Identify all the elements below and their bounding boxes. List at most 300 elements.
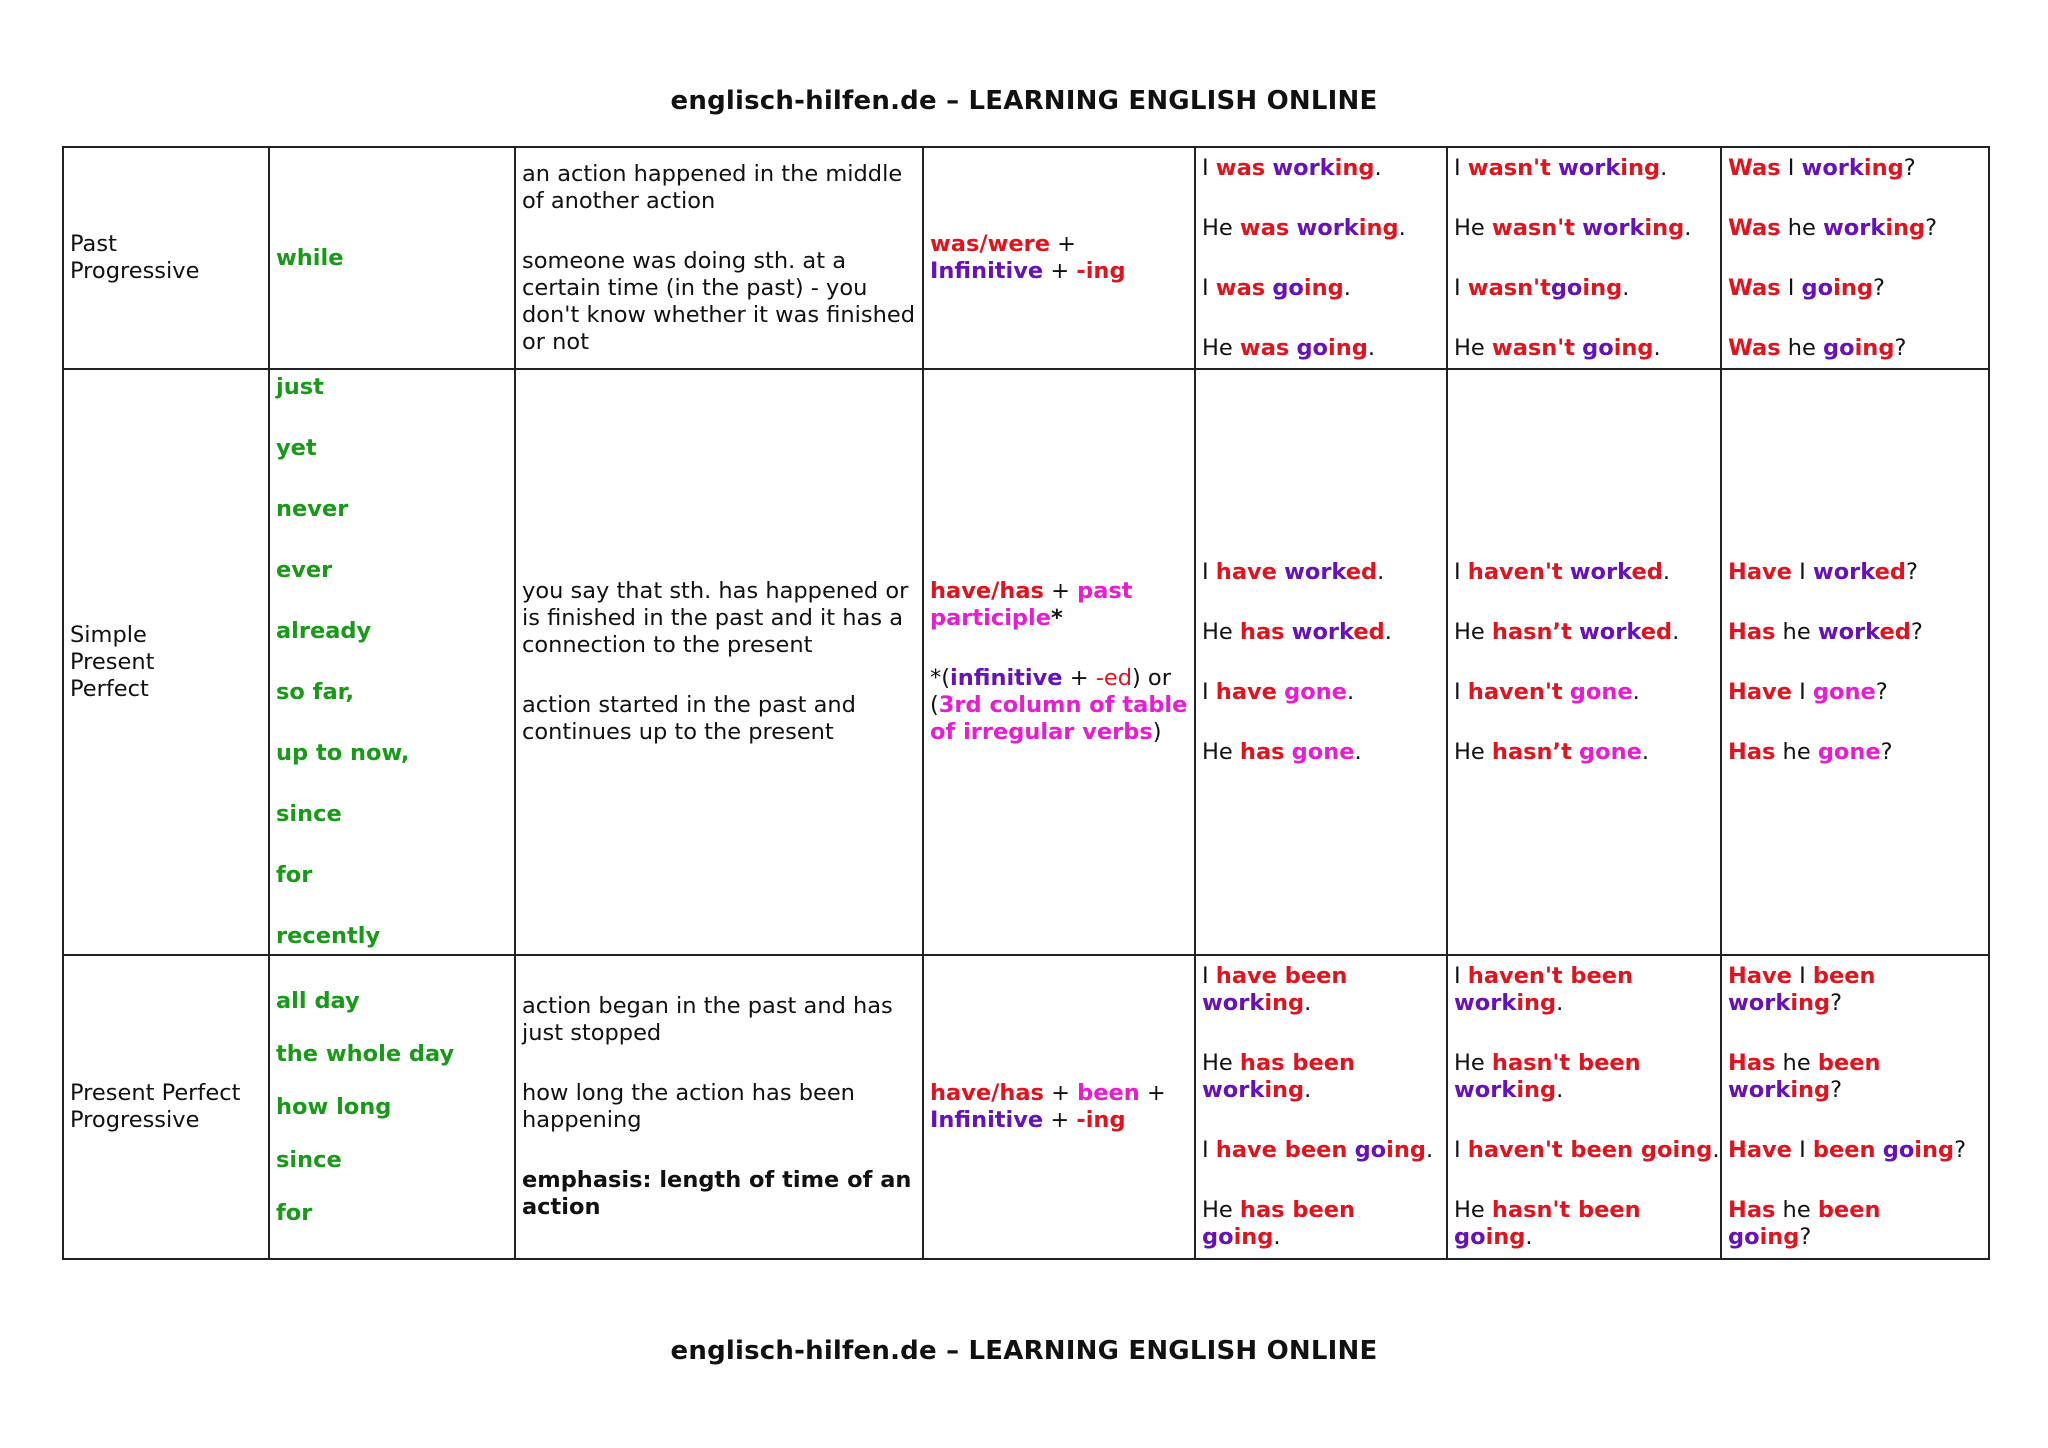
example-line xyxy=(1454,619,1714,646)
example-fragment: He xyxy=(1454,1197,1492,1223)
example-line xyxy=(1454,559,1714,586)
example-line xyxy=(1728,739,1982,766)
example-fragment: ? xyxy=(1875,678,1888,705)
example-fragment: ing xyxy=(1759,1224,1800,1250)
example-fragment: He xyxy=(1202,738,1240,765)
tense-name-line: Past xyxy=(70,231,117,257)
question-example xyxy=(1728,679,1982,706)
form-line xyxy=(930,665,1188,692)
example-line xyxy=(1728,1197,1982,1224)
example-fragment: . xyxy=(1304,990,1312,1016)
usage-paragraph xyxy=(522,161,916,215)
question-examples-cell xyxy=(1721,955,1989,1259)
form-cell xyxy=(923,147,1195,369)
example-fragment: ? xyxy=(1830,1077,1843,1103)
example-fragment: been xyxy=(1812,963,1876,989)
example-fragment: Was xyxy=(1728,154,1781,181)
form-fragment: -ing xyxy=(1076,1107,1126,1133)
question-example xyxy=(1728,619,1982,646)
example-line xyxy=(1202,619,1440,646)
example-fragment: has been xyxy=(1239,1197,1355,1223)
form-fragment: been xyxy=(1077,1080,1140,1106)
form-line xyxy=(930,692,1188,719)
example-fragment: . xyxy=(1398,214,1406,241)
example-line xyxy=(1728,1050,1982,1077)
positive-example xyxy=(1202,1197,1440,1251)
example-fragment: have xyxy=(1215,558,1277,585)
tense-row-present-perfect-progressive xyxy=(63,955,1989,1259)
usage-line: of another action xyxy=(522,187,716,214)
example-fragment: work xyxy=(1579,618,1641,645)
tense-name-cell xyxy=(63,369,269,955)
example-line xyxy=(1202,1224,1440,1251)
example-fragment: He xyxy=(1454,214,1492,241)
example-line xyxy=(1728,335,1982,362)
example-fragment: work xyxy=(1272,154,1335,181)
example-fragment: I xyxy=(1202,274,1216,301)
example-fragment: was xyxy=(1239,334,1290,361)
usage-line: someone was doing sth. at a xyxy=(522,247,846,274)
example-fragment: he xyxy=(1775,618,1818,645)
example-fragment: wasn't xyxy=(1491,334,1575,361)
example-fragment: He xyxy=(1202,1197,1240,1223)
example-line xyxy=(1728,155,1982,182)
negative-example xyxy=(1454,1197,1714,1251)
question-example xyxy=(1728,1050,1982,1104)
usage-line: an action happened in the middle xyxy=(522,160,903,187)
example-fragment: . xyxy=(1273,1224,1281,1250)
example-fragment: . xyxy=(1622,274,1630,301)
example-fragment: ed xyxy=(1879,618,1911,645)
positive-example xyxy=(1202,215,1440,242)
example-fragment: been xyxy=(1817,1050,1881,1076)
example-fragment: gone xyxy=(1284,678,1347,705)
example-fragment: gone xyxy=(1569,678,1633,705)
example-fragment: go xyxy=(1882,1137,1915,1163)
example-fragment: ed xyxy=(1353,618,1385,645)
example-fragment: Was xyxy=(1728,274,1781,301)
form-fragment: 3rd column of table xyxy=(938,692,1188,718)
signal-word: up to now, xyxy=(276,740,410,766)
page-footer-title: englisch-hilfen.de – LEARNING ENGLISH ONLINE xyxy=(670,1336,1378,1366)
form-fragment: + xyxy=(1043,1107,1077,1133)
example-line xyxy=(1728,679,1982,706)
example-line xyxy=(1728,990,1982,1017)
example-fragment: ? xyxy=(1894,334,1907,361)
example-fragment: hasn’t xyxy=(1491,738,1572,765)
example-fragment: Have xyxy=(1728,963,1792,989)
example-fragment: gone xyxy=(1579,738,1642,765)
example-fragment: work xyxy=(1582,214,1645,241)
example-fragment: Has xyxy=(1728,738,1776,765)
usage-line: just stopped xyxy=(522,1020,662,1046)
signal-word: already xyxy=(276,618,372,644)
example-fragment: go xyxy=(1354,1137,1387,1163)
usage-line: or not xyxy=(522,328,590,355)
usage-paragraph xyxy=(522,1080,916,1134)
form-fragment: + xyxy=(1139,1080,1166,1106)
form-fragment: have/has xyxy=(930,1080,1044,1106)
example-fragment: has xyxy=(1239,618,1285,645)
form-fragment: ) or xyxy=(1132,665,1171,691)
usage-cell xyxy=(515,369,923,955)
form-fragment: + xyxy=(1043,578,1078,604)
example-fragment: I xyxy=(1454,678,1468,705)
example-line xyxy=(1728,619,1982,646)
example-fragment: I xyxy=(1791,678,1813,705)
example-fragment: . xyxy=(1367,334,1376,361)
example-fragment: I xyxy=(1202,154,1216,181)
example-line xyxy=(1202,1197,1440,1224)
example-fragment: . xyxy=(1632,678,1640,705)
question-example xyxy=(1728,275,1982,302)
usage-line: action began in the past and has xyxy=(522,993,893,1019)
example-fragment: work xyxy=(1202,990,1265,1016)
example-fragment: I xyxy=(1454,963,1468,989)
usage-line: happening xyxy=(522,1107,642,1133)
example-fragment: ? xyxy=(1954,1137,1967,1163)
example-fragment: work xyxy=(1823,214,1886,241)
form-fragment: Infinitive xyxy=(930,1107,1044,1133)
positive-example xyxy=(1202,559,1440,586)
example-line xyxy=(1202,739,1440,766)
example-fragment: ing xyxy=(1516,990,1557,1016)
example-fragment: ing xyxy=(1790,990,1831,1016)
form-fragment: Infinitive xyxy=(930,258,1044,284)
negative-example xyxy=(1454,275,1714,302)
usage-line: don't know whether it was finished xyxy=(522,301,915,328)
usage-line: emphasis: length of time of an xyxy=(522,1167,912,1193)
signal-word: ever xyxy=(276,557,333,583)
positive-examples-cell xyxy=(1195,955,1447,1259)
example-fragment: I xyxy=(1454,558,1468,585)
example-line xyxy=(1454,1224,1714,1251)
example-line xyxy=(1202,215,1440,242)
signal-word: all day xyxy=(276,987,360,1014)
example-fragment: ? xyxy=(1830,990,1843,1016)
form-line xyxy=(930,1107,1188,1134)
example-line xyxy=(1202,1050,1440,1077)
positive-examples-cell xyxy=(1195,369,1447,955)
usage-cell xyxy=(515,955,923,1259)
example-fragment: Has xyxy=(1728,618,1776,645)
negative-example xyxy=(1454,155,1714,182)
form-line xyxy=(930,231,1188,258)
example-fragment: He xyxy=(1202,1050,1240,1076)
example-line xyxy=(1454,679,1714,706)
question-example xyxy=(1728,215,1982,242)
example-fragment: Was xyxy=(1728,334,1781,361)
signal-word: since xyxy=(276,801,342,827)
example-fragment: . xyxy=(1684,214,1692,241)
question-examples-cell xyxy=(1721,147,1989,369)
example-fragment xyxy=(1563,559,1570,585)
example-fragment xyxy=(1876,1137,1883,1163)
form-fragment: * xyxy=(1050,605,1063,631)
example-fragment: have xyxy=(1215,678,1277,705)
example-fragment: work xyxy=(1291,618,1354,645)
example-fragment: Has xyxy=(1728,1197,1776,1223)
tense-row-past-progressive xyxy=(63,147,1989,369)
example-fragment: go xyxy=(1454,1224,1486,1250)
example-fragment xyxy=(1285,619,1292,645)
example-fragment: ing xyxy=(1233,1224,1274,1250)
example-fragment: work xyxy=(1557,154,1621,181)
example-line xyxy=(1454,335,1714,362)
example-fragment: ing xyxy=(1644,214,1685,241)
example-fragment: gone xyxy=(1812,678,1876,705)
question-example xyxy=(1728,739,1982,766)
example-fragment: ing xyxy=(1863,154,1904,181)
form-fragment: ( xyxy=(930,692,939,718)
example-fragment: . xyxy=(1343,274,1351,301)
form-fragment: infinitive xyxy=(950,665,1063,691)
example-fragment: go xyxy=(1582,334,1614,361)
question-example xyxy=(1728,335,1982,362)
example-fragment: ing xyxy=(1833,274,1873,301)
example-fragment: work xyxy=(1454,1077,1517,1103)
example-fragment: Have xyxy=(1728,678,1792,705)
negative-example xyxy=(1454,963,1714,1017)
example-fragment: go xyxy=(1202,1224,1234,1250)
usage-cell xyxy=(515,147,923,369)
example-fragment: ? xyxy=(1910,618,1923,645)
example-fragment: haven't xyxy=(1467,558,1563,585)
example-fragment: work xyxy=(1728,1077,1791,1103)
signal-words-cell xyxy=(269,147,515,369)
example-fragment: have been xyxy=(1215,963,1348,989)
usage-line: connection to the present xyxy=(522,632,813,658)
example-fragment: . xyxy=(1662,558,1670,585)
example-fragment: work xyxy=(1284,558,1346,585)
example-fragment: ing xyxy=(1885,214,1926,241)
example-fragment: go xyxy=(1823,334,1855,361)
example-fragment: He xyxy=(1202,334,1240,361)
example-fragment: gone xyxy=(1291,738,1355,765)
example-fragment: ing xyxy=(1334,154,1375,181)
example-fragment: ? xyxy=(1903,154,1916,181)
negative-example xyxy=(1454,215,1714,242)
example-line xyxy=(1202,1077,1440,1104)
example-fragment: He xyxy=(1202,618,1240,645)
usage-line: action started in the past and xyxy=(522,692,856,718)
signal-word: so far, xyxy=(276,679,354,705)
signal-words-cell xyxy=(269,369,515,955)
example-fragment: . xyxy=(1384,618,1392,645)
example-fragment: . xyxy=(1556,1077,1564,1103)
example-fragment: haven't been going xyxy=(1467,1137,1713,1163)
negative-example xyxy=(1454,559,1714,586)
positive-example xyxy=(1202,1137,1440,1164)
example-fragment: go xyxy=(1728,1224,1760,1250)
example-fragment: ed xyxy=(1640,618,1673,645)
example-fragment: ing xyxy=(1914,1137,1955,1163)
example-fragment xyxy=(1347,1137,1354,1163)
negative-example xyxy=(1454,679,1714,706)
example-fragment: . xyxy=(1374,154,1382,181)
signal-word: never xyxy=(276,496,349,522)
tense-name-line: Perfect xyxy=(70,675,149,702)
positive-example xyxy=(1202,335,1440,362)
example-fragment: ing xyxy=(1358,214,1399,241)
example-fragment: he xyxy=(1775,1050,1818,1076)
example-fragment: I xyxy=(1780,154,1802,181)
form-fragment: have/has xyxy=(930,578,1044,604)
usage-paragraph xyxy=(522,1167,916,1221)
usage-paragraph xyxy=(522,692,916,746)
example-fragment: work xyxy=(1569,558,1632,585)
example-line xyxy=(1454,739,1714,766)
example-fragment: He xyxy=(1454,334,1492,361)
example-fragment: go xyxy=(1296,334,1329,361)
page-title: englisch-hilfen.de – LEARNING ENGLISH ONLINE xyxy=(670,86,1378,116)
form-fragment: *( xyxy=(930,665,951,691)
example-fragment: I xyxy=(1202,678,1216,705)
tense-name-cell xyxy=(63,955,269,1259)
form-fragment: participle xyxy=(930,605,1051,631)
example-fragment: has xyxy=(1239,738,1285,765)
example-fragment: ? xyxy=(1925,214,1938,241)
question-example xyxy=(1728,1137,1982,1164)
example-line xyxy=(1728,215,1982,242)
example-line xyxy=(1454,1050,1714,1077)
example-fragment: wasn't xyxy=(1467,154,1551,181)
example-fragment: ing xyxy=(1516,1077,1557,1103)
example-fragment: ing xyxy=(1303,274,1344,301)
negative-example xyxy=(1454,619,1714,646)
example-fragment: he xyxy=(1775,1197,1818,1223)
signal-words-cell xyxy=(269,955,515,1259)
form-fragment: + xyxy=(1049,231,1076,257)
tense-name-line: Simple xyxy=(70,621,147,648)
signal-word: for xyxy=(276,1199,313,1226)
example-fragment: hasn’t xyxy=(1491,618,1572,645)
question-example xyxy=(1728,155,1982,182)
signal-word: for xyxy=(276,862,313,888)
example-fragment: ? xyxy=(1799,1224,1812,1250)
example-fragment: wasn't xyxy=(1491,214,1575,241)
example-fragment: ing xyxy=(1613,334,1654,361)
example-fragment: work xyxy=(1801,154,1864,181)
tense-row-simple-present-perfect xyxy=(63,369,1989,955)
form-fragment: + xyxy=(1043,258,1077,284)
example-fragment: haven't been xyxy=(1467,963,1634,989)
positive-example xyxy=(1202,619,1440,646)
example-fragment: ing xyxy=(1485,1224,1526,1250)
signal-word: the whole day xyxy=(276,1040,455,1067)
usage-paragraph xyxy=(522,993,916,1047)
example-fragment: Was xyxy=(1728,214,1781,241)
form-line xyxy=(930,1080,1188,1107)
form-line xyxy=(930,605,1188,632)
example-fragment: haven't xyxy=(1467,678,1563,705)
example-fragment xyxy=(1551,155,1558,181)
example-fragment: work xyxy=(1817,618,1880,645)
form-fragment: was/were xyxy=(930,231,1050,257)
form-line xyxy=(930,578,1188,605)
example-line xyxy=(1728,1224,1982,1251)
example-line xyxy=(1454,275,1714,302)
usage-line: certain time (in the past) - you xyxy=(522,274,868,301)
example-line xyxy=(1454,1197,1714,1224)
positive-example xyxy=(1202,1050,1440,1104)
example-fragment: work xyxy=(1202,1077,1265,1103)
example-fragment: go xyxy=(1801,274,1834,301)
example-fragment: Have xyxy=(1728,558,1792,585)
tense-name-line: Present xyxy=(70,648,155,675)
form-fragment: + xyxy=(1062,665,1096,691)
positive-example xyxy=(1202,275,1440,302)
example-line xyxy=(1454,990,1714,1017)
example-fragment: work xyxy=(1296,214,1359,241)
example-fragment: work xyxy=(1812,558,1875,585)
example-fragment: was xyxy=(1215,274,1266,301)
usage-paragraph xyxy=(522,248,916,356)
example-fragment: I xyxy=(1791,1137,1813,1163)
negative-example xyxy=(1454,1050,1714,1104)
usage-line: how long the action has been xyxy=(522,1080,855,1106)
signal-word: recently xyxy=(276,923,381,949)
example-fragment: . xyxy=(1660,154,1668,181)
example-fragment: Has xyxy=(1728,1050,1776,1076)
example-fragment: I xyxy=(1791,963,1813,989)
form-cell xyxy=(923,369,1195,955)
example-fragment: . xyxy=(1556,990,1564,1016)
example-fragment: hasn't been xyxy=(1491,1197,1641,1223)
example-line xyxy=(1202,963,1440,990)
form-fragment: of irregular verbs xyxy=(930,719,1153,745)
example-fragment: . xyxy=(1354,738,1362,765)
example-line xyxy=(1202,559,1440,586)
example-line xyxy=(1202,679,1440,706)
positive-example xyxy=(1202,679,1440,706)
form-cell xyxy=(923,955,1195,1259)
negative-examples-cell xyxy=(1447,955,1721,1259)
tense-name-line: Present Perfect xyxy=(70,1080,241,1106)
example-line xyxy=(1454,963,1714,990)
form-line xyxy=(930,258,1188,285)
example-fragment xyxy=(1572,739,1579,765)
example-fragment: ing xyxy=(1328,334,1368,361)
example-fragment: ed xyxy=(1874,558,1906,585)
example-line xyxy=(1728,1077,1982,1104)
example-line xyxy=(1202,990,1440,1017)
signal-word: yet xyxy=(276,435,317,461)
example-line xyxy=(1728,1137,1982,1164)
signal-word: while xyxy=(276,244,344,271)
example-fragment: . xyxy=(1377,558,1385,585)
example-fragment: ing xyxy=(1854,334,1895,361)
example-line xyxy=(1202,335,1440,362)
usage-line: is finished in the past and it has a xyxy=(522,605,903,631)
usage-line: action xyxy=(522,1194,601,1220)
positive-example xyxy=(1202,963,1440,1017)
example-fragment xyxy=(1285,739,1292,765)
example-fragment: I xyxy=(1454,1137,1468,1163)
usage-line: you say that sth. has happened or xyxy=(522,578,909,604)
example-fragment: . xyxy=(1425,1137,1434,1163)
example-fragment xyxy=(1572,619,1579,645)
example-fragment: go xyxy=(1550,274,1583,301)
negative-examples-cell xyxy=(1447,147,1721,369)
example-fragment: been xyxy=(1812,1137,1876,1163)
positive-example xyxy=(1202,155,1440,182)
example-fragment: I xyxy=(1791,558,1813,585)
example-fragment xyxy=(1563,679,1570,705)
usage-paragraph xyxy=(522,578,916,659)
example-fragment: ? xyxy=(1880,738,1893,765)
example-fragment: He xyxy=(1202,214,1240,241)
